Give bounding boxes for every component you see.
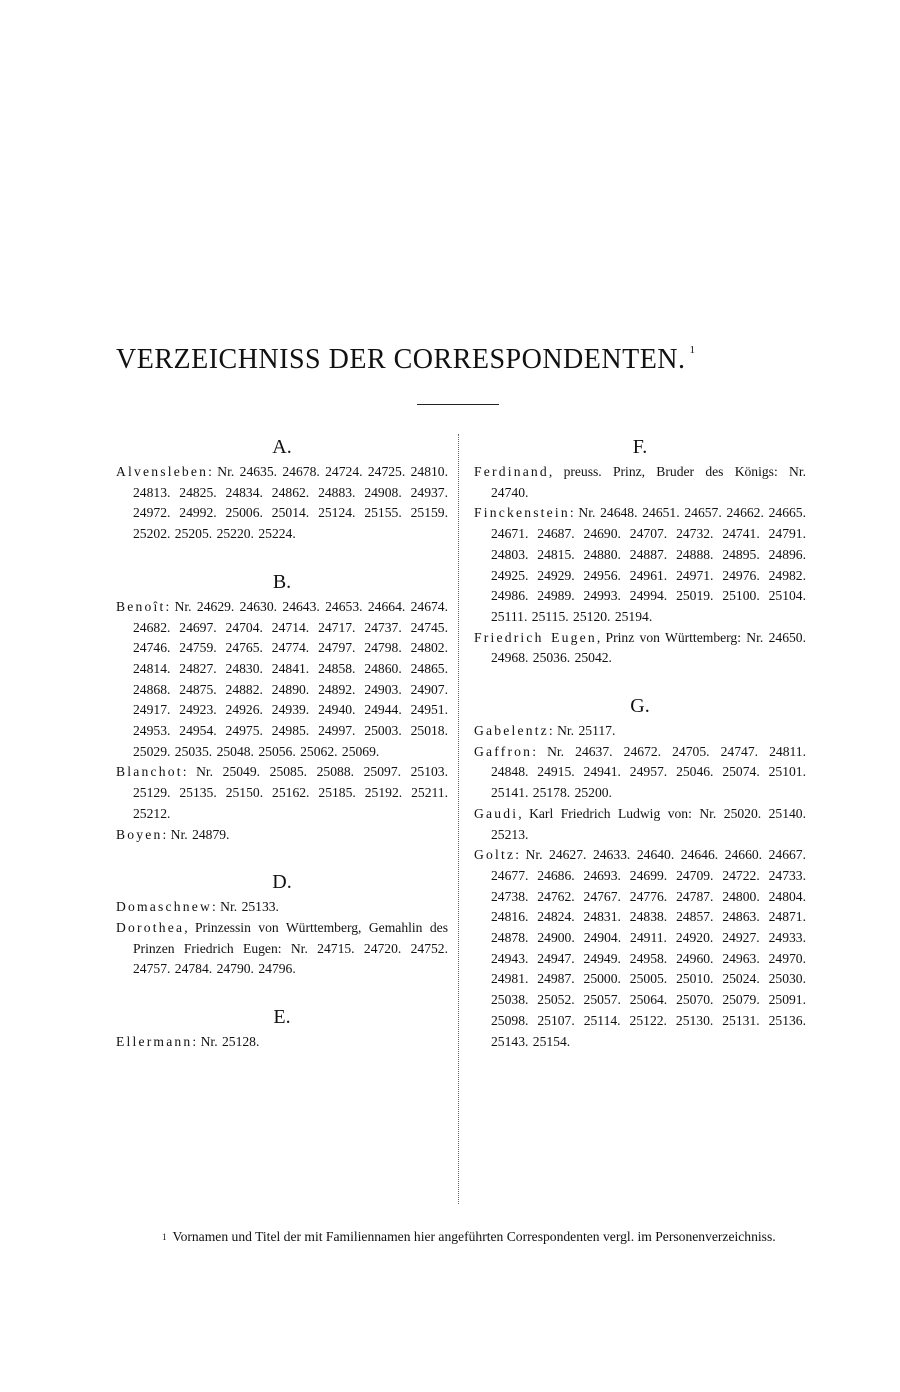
correspondent-entry — [474, 503, 806, 627]
section-letter: B. — [272, 570, 292, 593]
section-letter: F. — [632, 436, 648, 458]
correspondent-name: Goltz — [474, 847, 516, 863]
letter-numbers: : Nr. 24879. — [162, 826, 230, 842]
correspondent-name: Blanchot — [116, 764, 183, 780]
correspondent-entry — [116, 918, 448, 980]
correspondent-entry — [116, 462, 448, 545]
correspondent-name: Boyen — [116, 826, 163, 842]
left-column — [116, 432, 448, 1053]
letter-numbers: : Nr. 25128. — [192, 1034, 260, 1050]
correspondent-entry — [474, 721, 806, 742]
right-column — [474, 432, 806, 1052]
correspondent-name: Alvensleben — [116, 464, 209, 479]
correspondent-entry — [116, 597, 448, 763]
correspondent-name: Ferdinand — [474, 464, 549, 479]
letter-numbers: , Karl Friedrich Ludwig von: Nr. 25020. 25140. 25213. — [491, 805, 806, 842]
correspondent-entry — [116, 1032, 448, 1053]
column-divider — [458, 434, 459, 1204]
correspondent-name: Domaschnew — [116, 899, 212, 915]
letter-numbers: , Prinz von Württemberg: Nr. 24650. 24968. 25036. 25042. — [491, 629, 806, 666]
section-letter: A. — [272, 436, 292, 458]
correspondent-entry — [116, 825, 448, 846]
letter-numbers: , Prinzessin von Württemberg, Gemahlin des Prinzen Friedrich Eugen: Nr. 24715. 24720. 24752. 24757. 24784. 24790. 24796. — [133, 919, 448, 977]
letter-numbers: : Nr. 25049. 25085. 25088. 25097. 25103. 25129. 25135. 25150. 25162. 25185. 25192. 25211. 25212. — [133, 764, 448, 821]
correspondent-name: Finckenstein — [474, 505, 570, 521]
correspondent-entry — [116, 762, 448, 824]
correspondent-name: Gabelentz — [474, 723, 549, 739]
letter-numbers: : Nr. 24627. 24633. 24640. 24646. 24660. 24667. 24677. 24686. 24693. 24699. 24709. 24722. 24733. 24738. 24762. 24767. 24776. 24787. 24800. 24804. 24816. 24824. 24831. 24838. 24857. 24863. 24871. 24878. 24900. 24904. 24911. 24920. 24927. 24933. 24943. 24947. 24949. 24958. 24960. 24963. 24970. 24981. 24987. 25000. 25005. 25010. 25024. 25030. 25038. 25052. 25057. 25064. 25070. 25079. 25091. 25098. 25107. 25114. 25122. 25130. 25131. 25136. 25143. 25154. — [491, 847, 806, 1049]
page-title: VERZEICHNISS DER CORRESPONDENTEN. $^1$ — [116, 344, 696, 375]
correspondent-entry — [116, 897, 448, 918]
letter-numbers: : Nr. 24629. 24630. 24643. 24653. 24664. 24674. 24682. 24697. 24704. 24714. 24717. 24737. 24745. 24746. 24759. 24765. 24774. 24797. 24798. 24802. 24814. 24827. 24830. 24841. 24858. 24860. 24865. 24868. 24875. 24882. 24890. 24892. 24903. 24907. 24917. 24923. 24926. 24939. 24940. 24944. 24951. 24953. 24954. 24975. 24985. 24997. 25003. 25018. 25029. 25035. 25048. 25056. 25062. 25069. — [133, 598, 448, 759]
footnote-mark: 1 — [162, 1232, 167, 1242]
correspondent-entry — [474, 628, 806, 669]
footnote — [118, 1227, 808, 1247]
letter-numbers: : Nr. 25133. — [212, 899, 279, 915]
section-letter: D. — [272, 871, 292, 894]
section-letter: G. — [630, 695, 650, 718]
letter-numbers: : Nr. 24635. 24678. 24724. 24725. 24810. 24813. 24825. 24834. 24862. 24883. 24908. 24937. 24972. 24992. 25006. 25014. 25124. 25155. 25159. 25202. 25205. 25220. 25224. — [133, 464, 448, 542]
section-letter: E. — [273, 1006, 291, 1029]
correspondent-entry — [474, 804, 806, 845]
title-rule — [417, 404, 499, 405]
correspondent-entry — [474, 845, 806, 1052]
correspondent-name: Friedrich Eugen — [474, 629, 597, 645]
correspondent-name: Benoît — [116, 598, 166, 614]
letter-numbers: : Nr. 24648. 24651. 24657. 24662. 24665. 24671. 24687. 24690. 24707. 24732. 24741. 24791. 24803. 24815. 24880. 24887. 24888. 24895. 24896. 24925. 24929. 24956. 24961. 24971. 24976. 24982. 24986. 24989. 24993. 24994. 25019. 25100. 25104. 25111. 25115. 25120. 25194. — [491, 505, 806, 624]
correspondent-name: Gaffron — [474, 743, 533, 759]
correspondent-name: Gaudi — [474, 805, 519, 821]
correspondent-entry — [474, 742, 806, 804]
footnote-text: Vornamen und Titel der mit Familiennamen hier angeführten Correspondenten vergl. im Personenverzeichniss. — [172, 1229, 776, 1244]
correspondent-entry — [474, 462, 806, 503]
correspondent-name: Dorothea — [116, 919, 185, 935]
letter-numbers: , preuss. Prinz, Bruder des Königs: Nr. 24740. — [491, 464, 806, 500]
correspondent-name: Ellermann — [116, 1034, 193, 1050]
title-footnote-mark: 1 — [689, 344, 696, 356]
letter-numbers: : Nr. 25117. — [548, 723, 616, 739]
letter-numbers: : Nr. 24637. 24672. 24705. 24747. 24811. 24848. 24915. 24941. 24957. 25046. 25074. 25101. 25141. 25178. 25200. — [491, 743, 806, 801]
